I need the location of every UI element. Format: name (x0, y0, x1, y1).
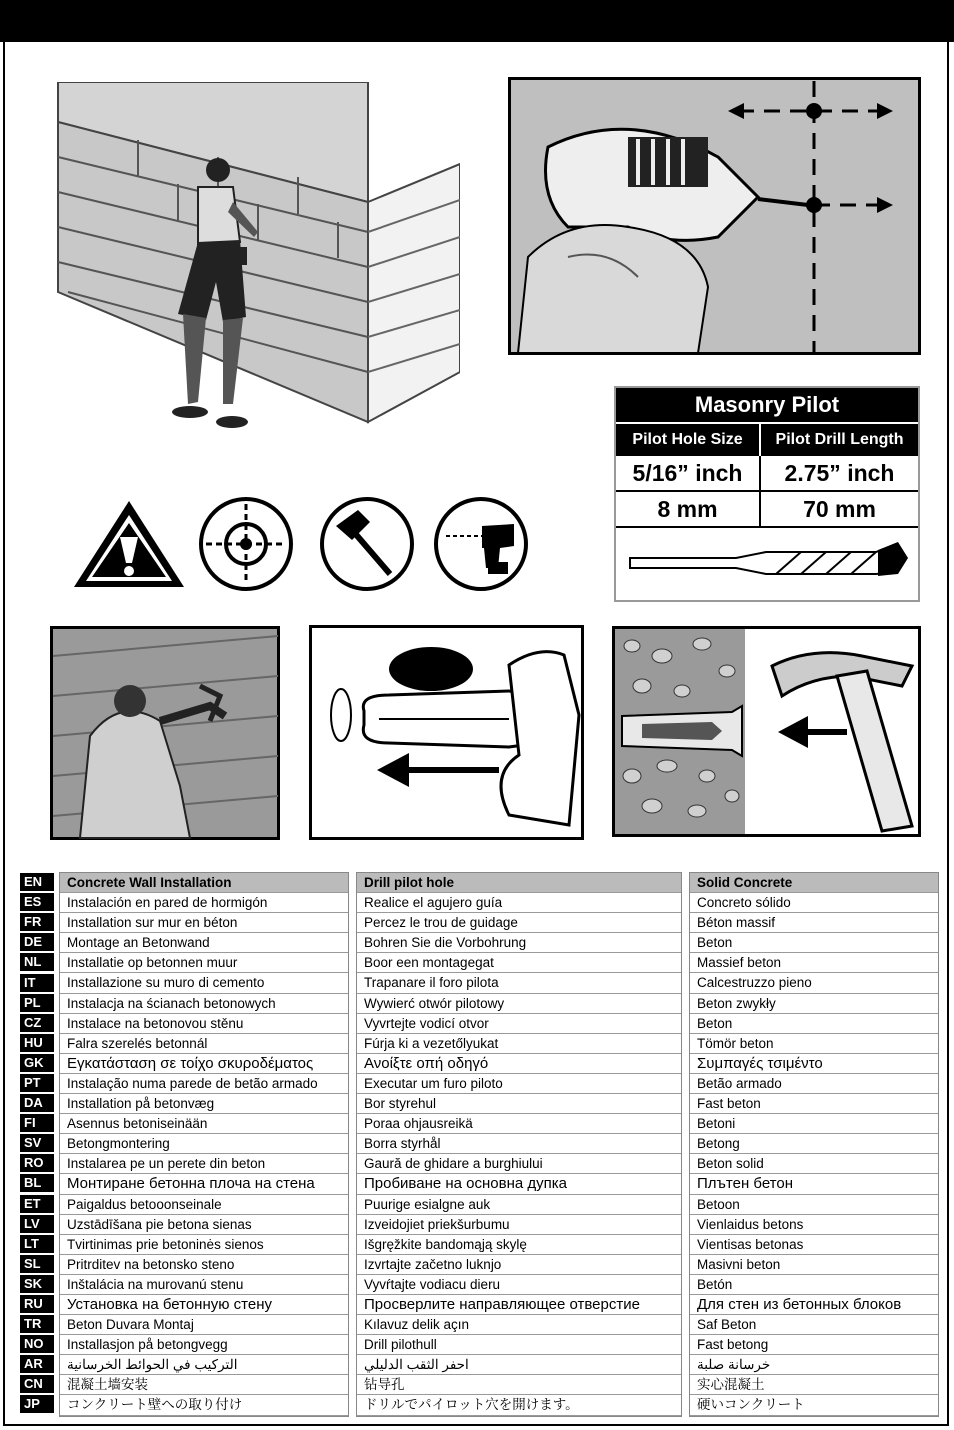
installation-text-hu: Falra szerelés betonnál (60, 1034, 348, 1054)
pilot-hole-size-header: Pilot Hole Size (616, 422, 759, 456)
drill-text-pl: Wywierć otwór pilotowy (357, 994, 681, 1014)
installation-text-cn: 混凝土墙安装 (60, 1375, 348, 1395)
language-code-sk: SK (20, 1275, 54, 1293)
material-text-fr: Béton massif (690, 913, 938, 933)
installation-text-no: Installasjon på betongvegg (60, 1335, 348, 1355)
language-code-tr: TR (20, 1315, 54, 1333)
imperial-hole-size: 5/16” inch (616, 456, 759, 492)
material-text-hu: Tömör beton (690, 1034, 938, 1054)
language-code-ro: RO (20, 1154, 54, 1172)
imperial-drill-length: 2.75” inch (759, 456, 918, 492)
installation-column (59, 872, 349, 1417)
installation-text-lt: Tvirtinimas prie betoninės sienos (60, 1235, 348, 1255)
material-text-ar: خرسانة صلبة (690, 1355, 938, 1375)
language-code-fi: FI (20, 1114, 54, 1132)
installation-text-pt: Instalação numa parede de betão armado (60, 1074, 348, 1094)
language-code-pl: PL (20, 994, 54, 1012)
material-text-et: Betoon (690, 1195, 938, 1215)
language-code-gk: GK (20, 1054, 54, 1072)
drill-text-bl: Пробиване на основна дупка (357, 1174, 681, 1194)
language-code-ru: RU (20, 1295, 54, 1313)
drill-text-da: Bor styrehul (357, 1094, 681, 1114)
insert-anchor-illustration (309, 625, 584, 840)
drill-text-ro: Gaură de ghidare a burghiului (357, 1154, 681, 1174)
drill-text-de: Bohren Sie die Vorbohrung (357, 933, 681, 953)
material-text-bl: Плътен бетон (690, 1174, 938, 1194)
language-code-et: ET (20, 1195, 54, 1213)
language-code-es: ES (20, 893, 54, 911)
installation-text-pl: Instalacja na ścianach betonowych (60, 994, 348, 1014)
drill-text-es: Realice el agujero guía (357, 893, 681, 913)
material-text-cn: 实心混凝土 (690, 1375, 938, 1395)
material-text-sk: Betón (690, 1275, 938, 1295)
hammer-icon (318, 496, 416, 592)
hammer-anchor-illustration (612, 626, 921, 837)
language-code-sl: SL (20, 1255, 54, 1273)
language-code-cz: CZ (20, 1014, 54, 1032)
language-code-column (20, 872, 60, 1415)
drill-pilot-mark-illustration (508, 77, 921, 355)
drill-column (356, 872, 682, 1417)
installation-text-lv: Uzstādīšana pie betona sienas (60, 1215, 348, 1235)
hammering-wall-photo (50, 626, 280, 840)
drill-text-tr: Kılavuz delik açın (357, 1315, 681, 1335)
installation-text-tr: Beton Duvara Montaj (60, 1315, 348, 1335)
language-code-lv: LV (20, 1215, 54, 1233)
language-code-bl: BL (20, 1174, 54, 1192)
drill-text-fi: Poraa ohjausreikä (357, 1114, 681, 1134)
language-code-lt: LT (20, 1235, 54, 1253)
drill-text-ru: Просверлите направляющее отверстие (357, 1295, 681, 1315)
material-text-tr: Saf Beton (690, 1315, 938, 1335)
installation-text-ro: Instalarea pe un perete din beton (60, 1154, 348, 1174)
material-text-jp: 硬いコンクリート (690, 1395, 938, 1415)
material-text-lv: Vienlaidus betons (690, 1215, 938, 1235)
language-code-pt: PT (20, 1074, 54, 1092)
installation-text-ru: Установка на бетонную стену (60, 1295, 348, 1315)
material-text-es: Concreto sólido (690, 893, 938, 913)
language-code-no: NO (20, 1335, 54, 1353)
language-code-cn: CN (20, 1375, 54, 1393)
drill-text-cz: Vyvrtejte vodicí otvor (357, 1014, 681, 1034)
metric-hole-size: 8 mm (616, 492, 759, 528)
material-text-cz: Beton (690, 1014, 938, 1034)
language-code-it: IT (20, 974, 54, 992)
material-text-nl: Massief beton (690, 953, 938, 973)
installation-text-it: Installazione su muro di cemento (60, 973, 348, 993)
masonry-pilot-title: Masonry Pilot (616, 388, 918, 422)
material-text-ru: Для стен из бетонных блоков (690, 1295, 938, 1315)
pilot-drill-length-header: Pilot Drill Length (759, 422, 918, 456)
drill-text-no: Drill pilothull (357, 1335, 681, 1355)
drill-text-lt: Išgręžkite bandomąją skylę (357, 1235, 681, 1255)
installation-text-es: Instalación en pared de hormigón (60, 893, 348, 913)
material-text-sv: Betong (690, 1134, 938, 1154)
drill-icon (432, 496, 530, 592)
header-bar (0, 0, 954, 42)
installation-text-fi: Asennus betoniseinään (60, 1114, 348, 1134)
installation-text-sl: Pritrditev na betonsko steno (60, 1255, 348, 1275)
material-text-sl: Masivni beton (690, 1255, 938, 1275)
installation-text-et: Paigaldus betooonseinale (60, 1195, 348, 1215)
installation-text-gk: Εγκατάσταση σε τοίχο σκυροδέματος (60, 1054, 348, 1074)
drill-text-hu: Fúrja ki a vezetőlyukat (357, 1034, 681, 1054)
material-text-da: Fast beton (690, 1094, 938, 1114)
drill-text-gk: Ανοίξτε οπή οδηγό (357, 1054, 681, 1074)
drill-text-sk: Vyvŕtajte vodiacu dieru (357, 1275, 681, 1295)
language-code-en: EN (20, 873, 54, 891)
drill-text-nl: Boor een montagegat (357, 953, 681, 973)
material-text-no: Fast betong (690, 1335, 938, 1355)
target-icon (196, 496, 296, 592)
drill-text-en: Drill pilot hole (357, 873, 681, 893)
installation-text-cz: Instalace na betonovou stěnu (60, 1014, 348, 1034)
language-code-ar: AR (20, 1355, 54, 1373)
metric-drill-length: 70 mm (759, 492, 918, 528)
material-text-pt: Betão armado (690, 1074, 938, 1094)
language-code-fr: FR (20, 913, 54, 931)
material-column (689, 872, 939, 1417)
wall-installation-illustration (28, 82, 460, 460)
drill-text-jp: ドリルでパイロット穴を開けます。 (357, 1395, 681, 1415)
material-text-en: Solid Concrete (690, 873, 938, 893)
installation-text-sv: Betongmontering (60, 1134, 348, 1154)
installation-text-da: Installation på betonvæg (60, 1094, 348, 1114)
drill-text-cn: 钻导孔 (357, 1375, 681, 1395)
installation-text-en: Concrete Wall Installation (60, 873, 348, 893)
drill-text-pt: Executar um furo piloto (357, 1074, 681, 1094)
drill-text-lv: Izveidojiet priekšurbumu (357, 1215, 681, 1235)
language-code-jp: JP (20, 1395, 54, 1413)
installation-text-ar: التركيب في الحوائط الخرسانية (60, 1355, 348, 1375)
installation-text-de: Montage an Betonwand (60, 933, 348, 953)
material-text-lt: Vientisas betonas (690, 1235, 938, 1255)
drill-text-sv: Borra styrhål (357, 1134, 681, 1154)
installation-text-jp: コンクリート壁への取り付け (60, 1395, 348, 1415)
installation-text-bl: Монтиране бетонна плоча на стена (60, 1174, 348, 1194)
material-text-pl: Beton zwykły (690, 994, 938, 1014)
material-text-ro: Beton solid (690, 1154, 938, 1174)
drill-text-et: Puurige esialgne auk (357, 1195, 681, 1215)
masonry-drill-bit-icon (616, 528, 918, 604)
language-code-nl: NL (20, 953, 54, 971)
drill-text-ar: احفر الثقب الدليلي (357, 1355, 681, 1375)
language-code-da: DA (20, 1094, 54, 1112)
material-text-fi: Betoni (690, 1114, 938, 1134)
installation-text-sk: Inštalácia na murovanú stenu (60, 1275, 348, 1295)
installation-text-nl: Installatie op betonnen muur (60, 953, 348, 973)
installation-text-fr: Installation sur mur en béton (60, 913, 348, 933)
drill-text-fr: Percez le trou de guidage (357, 913, 681, 933)
drill-text-sl: Izvrtajte začetno luknjo (357, 1255, 681, 1275)
language-code-de: DE (20, 933, 54, 951)
material-text-it: Calcestruzzo pieno (690, 973, 938, 993)
material-text-de: Beton (690, 933, 938, 953)
language-code-hu: HU (20, 1034, 54, 1052)
language-code-sv: SV (20, 1134, 54, 1152)
material-text-gk: Συμπαγές τσιμέντο (690, 1054, 938, 1074)
drill-text-it: Trapanare il foro pilota (357, 973, 681, 993)
masonry-pilot-table (614, 386, 920, 602)
warning-icon (70, 497, 188, 591)
